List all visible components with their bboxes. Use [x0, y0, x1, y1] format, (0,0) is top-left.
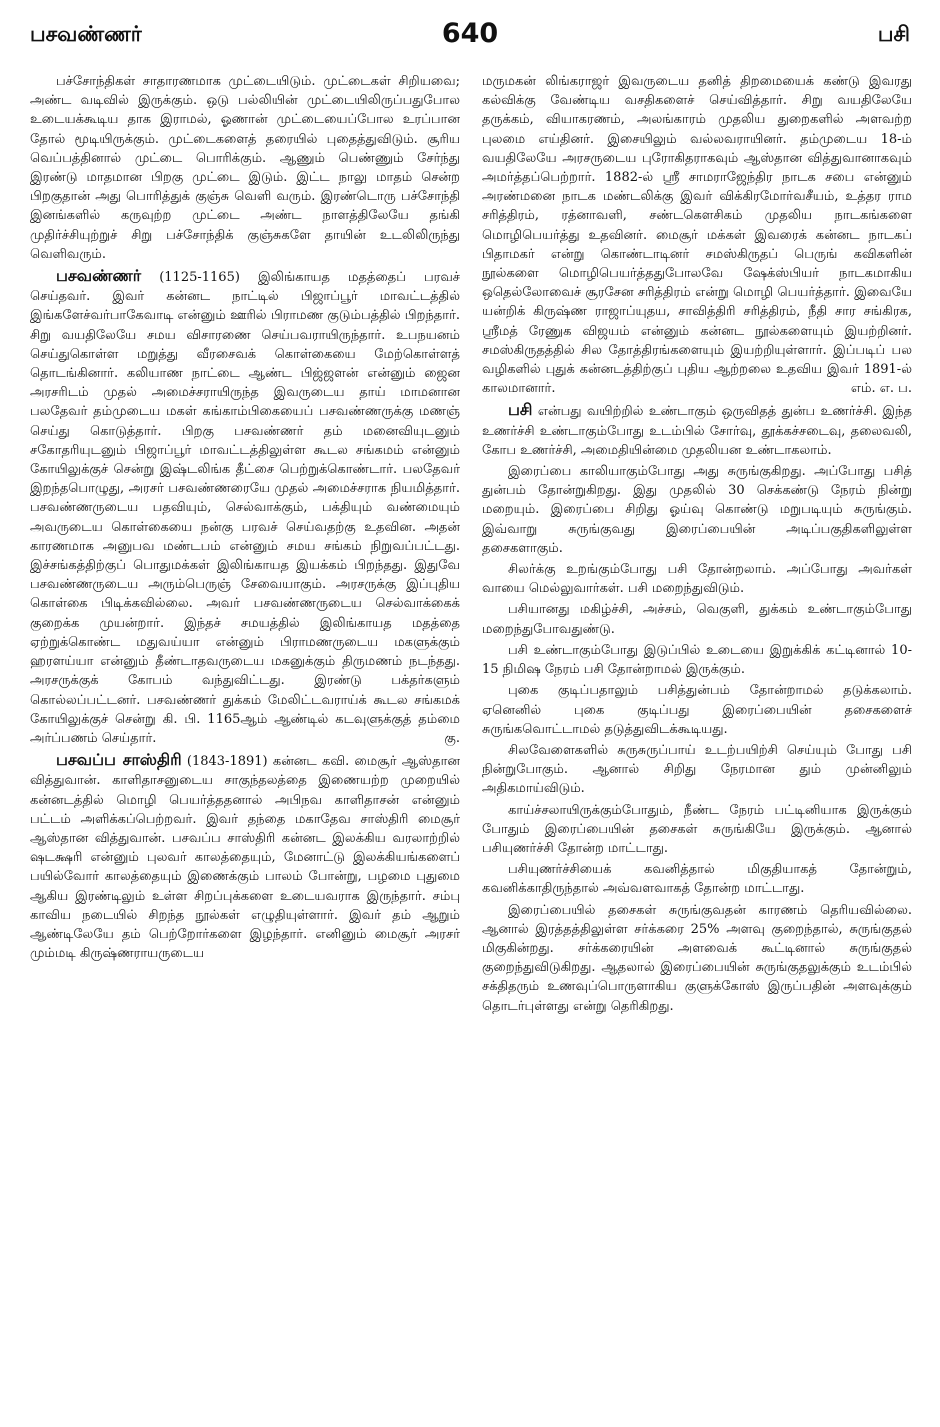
left-column — [30, 72, 460, 1412]
entry-years: (1843-1891) — [186, 754, 268, 770]
entry-body: மருமகன் லிங்கராஜர் இவருடைய தனித் திறமையைக் கண்டு இவரது கல்விக்கு வேண்டிய வசதிகளைச் செய்வித்தார். சிறு வயதிலேயே தருக்கம், வியாகரணம், அலங்காரம் முதலிய துறைகளில் அளவற்ற புலமை எய்தினர். இசையிலும் வல்லவராயினர். தம்முடைய 18-ம் வயதிலேயே அரசருடைய புரோகிதராகவும் ஆஸ்தான வித்துவானாகவும் அமர்த்தப்பெற்றார். 1882-ல் ஸ்ரீ சாமராஜேந்திர நாடக சபை என்னும் அரண்மனை நாடக மண்டலிக்கு இவர் விக்கிரமோர்வசீயம், உத்தர ராம சரித்திரம், ரத்னாவளி, சண்டகௌசிகம் முதலிய நாடகங்களை மொழிபெயர்த்து உதவினர். மைசூர் மக்கள் இவரைக் கன்னட நாடகப் பிதாமகர் என்று கொண்டாடினர் சமஸ்கிருதப் பெருங் கவிகளின் நூல்களை மொழிபெயர்த்ததுபோலவே ஷேக்ஸ்பியர் நாடகமாகிய ஒதெல்லோவைச் சூரசேன சரித்திரம் என்று மொழி பெயர்த்தார். இவையே யன்றிக் கிருஷ்ண ராஜாப்யுதய, சாவித்திரி சரித்திரம், நீதி சார சங்கிரக, ஸ்ரீமத் ரேணுக விஜயம் என்னும் கன்னட நூல்களையும் இயற்றினர். சமஸ்கிருதத்தில் சில தோத்திரங்களையும் இயற்றியுள்ளார். இப்படிப் பல வழிகளில் புதுக் கன்னடத்திற்குப் புதிய ஆற்றலை உதவிய இவர் 1891-ல் காலமானார். — [482, 74, 912, 397]
entry-pasi — [482, 400, 912, 460]
entry-basavannar — [30, 266, 460, 748]
entry-body: என்பது வயிற்றில் உண்டாகும் ஒருவிதத் துன்ப உணர்ச்சி. இந்த உணர்ச்சி உண்டாகும்போது உடம்பில் சோர்வு, தூக்கச்சடைவு, தலைவலி, கோப உணர்ச்சி, அமைதியின்மை முதலியன உண்டாகலாம். — [482, 404, 912, 458]
entry-basavappa-sastri — [30, 750, 460, 963]
paragraph: சிலவேளைகளில் சுருசுருப்பாய் உடற்பயிற்சி செய்யும் போது பசி நின்றுபோகும். ஆனால் சிறிது நேரமான தும் முன்னிலும் அதிகமாய்விடும். — [482, 742, 912, 797]
entry-body: கன்னட கவி. மைசூர் ஆஸ்தான வித்துவான். காளிதாசனுடைய சாகுந்தலத்தை இணையற்ற முறையில் கன்னடத்தில் மொழி பெயர்த்ததனால் அபிநவ காளிதாசன் என்னும் பட்டம் அளிக்கப்பெற்றவர். இவர் தந்தை மகாதேவ சாஸ்திரி மைசூர் ஆஸ்தான வித்துவான். பசவப்ப சாஸ்திரி கன்னட இலக்கிய வரலாற்றில் ஷடக்ஷரி என்னும் புலவர் காலத்தையும், மேனாட்டு இலக்கியங்களைப் பயில்வோர் காலத்தையும் இணைக்கும் பாலம் போன்று, பழமை புதுமை ஆகிய இரண்டிலும் உள்ள சிறப்புக்களை உடையவராக இருந்தார். சம்பு காவிய நடையில் சிறந்த நூல்கள் எழுதியுள்ளார். இவர் தம் ஆறும் ஆண்டிலேயே தம் பெற்றோர்களை இழந்தார். எனினும் மைசூர் அரசர் மும்மடி கிருஷ்ணராயருடைய — [30, 754, 460, 962]
entry-headword: பசவண்ணர் — [56, 266, 142, 286]
paragraph: பச்சோந்திகள் சாதாரணமாக முட்டையிடும். முட்டைகள் சிறியவை; அண்ட வடிவில் இருக்கும். ஒடு பல்லியின் முட்டையிலிருப்பதுபோல உடையக்கூடிய தாக இராமல், ஓணான் முட்டையைப்போல உரப்பான தோல் மூடியிருக்கும். முட்டைகளைத் தரையில் புதைத்துவிடும். சூரிய வெப்பத்தினால் முட்டை பொரிக்கும். ஆணும் பெண்ணும் சேர்ந்து இரண்டு மாதமான பிறகு முட்டை இடும். இட்ட நாலு மாதம் சென்ற பிறகுதான் அது பொரித்துக் குஞ்சு வெளி வரும். இரண்டொரு பச்சோந்தி இனங்களில் கருவுற்ற முட்டை அண்ட நாளத்திலேயே தங்கி முதிர்ச்சியுற்றுச் சிறு பச்சோந்திக் குஞ்சுகளே தாயின் உடலிலிருந்து வெளிவரும். — [30, 74, 460, 262]
paragraph: சிலர்க்கு உறங்கும்போது பசி தோன்றலாம். அப்போது அவர்கள் வாயை மெல்லுவார்கள். பசி மறைந்துவிடும். — [482, 562, 912, 597]
paragraph: புகை குடிப்பதாலும் பசித்துன்பம் தோன்றாமல் தடுக்கலாம். ஏனெனில் புகை குடிப்பது இரைப்பையின் தசைகளைச் சுருங்கவொட்டாமல் தடுத்துவிடக்கூடியது. — [482, 683, 912, 737]
author-initials: எம். எ. ப. — [850, 381, 912, 397]
author-initials: கு. — [444, 730, 460, 746]
paragraph: இரைப்பை காலியாகும்போது அது சுருங்குகிறது. அப்போது பசித் துன்பம் தோன்றுகிறது. இது முதலில் 30 செக்கண்டு நேரம் நின்று மறையும். இரைப்பை சிறிது ஓய்வு கொண்டு மறுபடியும் சுருங்கும். இவ்வாறு சுருங்குவது இரைப்பையின் அடிப்பகுதிகளிலுள்ள தசைகளாகும். — [482, 464, 912, 556]
entry-headword: பசவப்ப சாஸ்திரி — [56, 750, 182, 770]
paragraph — [482, 72, 912, 398]
running-head-right: பசி — [877, 22, 910, 46]
page-header — [30, 18, 910, 58]
entry-headword: பசி — [508, 400, 533, 420]
paragraph: பசியுணர்ச்சியைக் கவனித்தால் மிகுதியாகத் தோன்றும், கவனிக்காதிருந்தால் அவ்வளவாகத் தோன்ற மாட்டாது. — [482, 862, 912, 897]
right-column — [482, 72, 912, 1412]
paragraph: இரைப்பையில் தசைகள் சுருங்குவதன் காரணம் தெரியவில்லை. ஆனால் இரத்தத்திலுள்ள சர்க்கரை 25% அளவு குறைந்தால், சுருங்குதல் மிகுகின்றது. சர்க்கரையின் அளவைக் கூட்டினால் சுருங்குதல் குறைந்துவிடுகிறது. ஆதலால் இரைப்பையின் சுருங்குதலுக்கும் உடம்பில் சக்திதரும் உணவுப்பொருளாகிய குளுக்கோஸ் இருப்பதின் அளவுக்கும் தொடர்புள்ளது என்று தெரிகிறது. — [482, 902, 912, 1014]
paragraph: பசியானது மகிழ்ச்சி, அச்சம், வெகுளி, துக்கம் உண்டாகும்போது மறைந்துபோவதுண்டு. — [482, 602, 912, 637]
paragraph: பசி உண்டாகும்போது இடுப்பில் உடையை இறுக்கிக் கட்டினால் 10-15 நிமிஷ நேரம் பசி தோன்றாமல் இருக்கும். — [482, 642, 912, 678]
entry-years: (1125-1165) — [159, 270, 240, 286]
running-head-left: பசவண்ணர் — [30, 22, 142, 46]
paragraph: காய்ச்சலாயிருக்கும்போதும், நீண்ட நேரம் பட்டினியாக இருக்கும் போதும் இரைப்பையின் தசைகள் சுருங்கியே இருக்கும். ஆனால் பசியுணர்ச்சி தோன்ற மாட்டாது. — [482, 802, 912, 856]
entry-body: இலிங்காயத மதத்தைப் பரவச் செய்தவர். இவர் கன்னட நாட்டில் பிஜாப்பூர் மாவட்டத்தில் இங்களேச்வர்பாகேவாடி என்னும் ஊரில் பிராமண குடும்பத்தில் பிறந்தார். சிறு வயதிலேயே சமய விசாரணை செய்பவராயிருந்தார். உபநயனம் செய்துகொள்ள மறுத்து வீரசைவக் கொள்கையை மேற்கொள்ளத் தொடங்கினார். கலியாண நாட்டை ஆண்ட பிஜ்ஜளன் என்னும் ஜைன அரசரிடம் முதல் அமைச்சராயிருந்த இவருடைய தாய் மாமனான பலதேவர் தம்முடைய மகள் கங்காம்பிகையைப் பசவண்ணருக்கு மணஞ் செய்து கொடுத்தார். பிறகு பசவண்ணர் தம் மனைவியுடனும் சகோதரியுடனும் பிஜாப்பூர் மாவட்டத்திலுள்ள கூடல சங்கமம் என்னும் கோயிலுக்குச் சென்று இஷ்டலிங்க தீட்சை பெற்றுக்கொண்டார். பலதேவர் இறந்தபொழுது, அரசர் பசவண்ணரையே முதல் அமைச்சராக நியமித்தார். பசவண்ணருடைய பதவியும், செல்வாக்கும், பக்தியும் வண்மையும் அவருடைய கொள்கையை நன்கு பரவச் செய்வதற்கு உதவின. அதன் காரணமாக அனுபவ மண்டபம் என்னும் சமய சங்கம் நிறுவப்பட்டது. இச்சங்கத்திற்குப் பொதுமக்கள் இலிங்காயத இயக்கம் பிறந்தது. இதுவே பசவண்ணருடைய அரும்பெருஞ் சேவையாகும். அரசருக்கு இப்புதிய கொள்கை பிடிக்கவில்லை. அவர் பசவண்ணருடைய செல்வாக்கைக் குறைக்க முயன்றார். இந்தச் சமயத்தில் இலிங்காயத மதத்தை ஏற்றுக்கொண்ட மதுவய்யா என்னும் பிராமணருடைய மகளுக்கும் ஹரளய்யா என்னும் தீண்டாதவருடைய மகனுக்கும் திருமணம் நடந்தது. அரசருக்குக் கோபம் வந்துவிட்டது. இரண்டு பக்தர்களும் கொல்லப்பட்டனர். பசவண்ணர் துக்கம் மேலிட்டவராய்க் கூடல சங்கமக் கோயிலுக்குச் சென்று கி. பி. 1165ஆம் ஆண்டில் கடவுளுக்குத் தம்மை அர்ப்பணம் செய்தார். — [30, 270, 460, 746]
page-number: 640 — [441, 18, 499, 49]
